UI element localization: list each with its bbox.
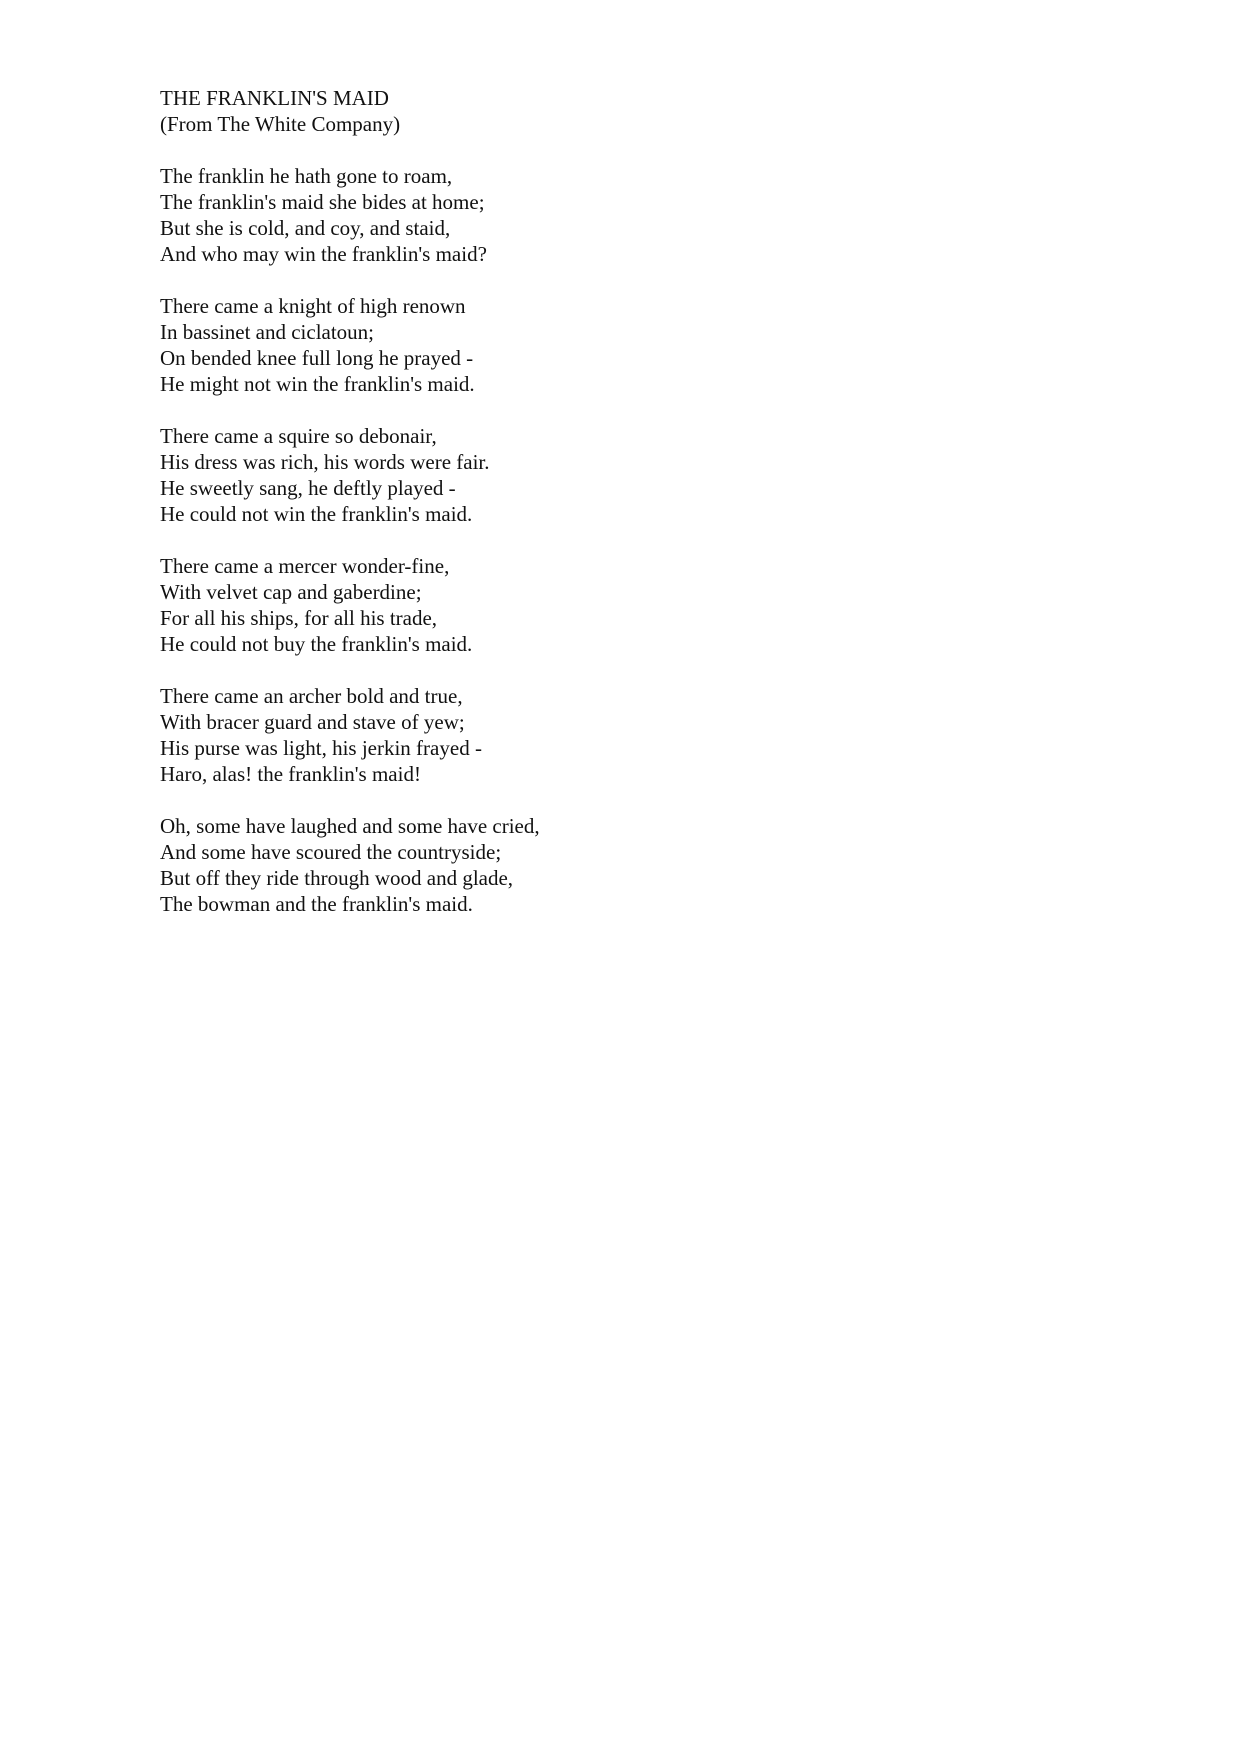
verse-line: His dress was rich, his words were fair. <box>160 450 490 474</box>
stanza-5 <box>160 683 1060 787</box>
verse-line: He could not buy the franklin's maid. <box>160 632 473 656</box>
verse-line: And some have scoured the countryside; <box>160 840 502 864</box>
verse-line: On bended knee full long he prayed - <box>160 346 474 370</box>
verse-line: With bracer guard and stave of yew; <box>160 710 465 734</box>
stanza-3 <box>160 423 1060 527</box>
verse-line: He sweetly sang, he deftly played - <box>160 476 456 500</box>
verse-line: The franklin he hath gone to roam, <box>160 164 453 188</box>
verse-line: The franklin's maid she bides at home; <box>160 190 485 214</box>
verse-line: But she is cold, and coy, and staid, <box>160 216 451 240</box>
poem <box>160 85 1060 943</box>
verse-line: With velvet cap and gaberdine; <box>160 580 422 604</box>
verse-line: There came a squire so debonair, <box>160 424 437 448</box>
stanza-2 <box>160 293 1060 397</box>
verse-line: There came a knight of high renown <box>160 294 466 318</box>
stanza-6 <box>160 813 1060 917</box>
verse-line: He could not win the franklin's maid. <box>160 502 473 526</box>
verse-line: But off they ride through wood and glade, <box>160 866 514 890</box>
poem-header <box>160 85 1060 137</box>
stanza-4 <box>160 553 1060 657</box>
verse-line: The bowman and the franklin's maid. <box>160 892 473 916</box>
verse-line: There came an archer bold and true, <box>160 684 463 708</box>
verse-line: Oh, some have laughed and some have cried, <box>160 814 540 838</box>
stanza-1 <box>160 163 1060 267</box>
verse-line: And who may win the franklin's maid? <box>160 242 487 266</box>
verse-line: There came a mercer wonder-fine, <box>160 554 450 578</box>
verse-line: Haro, alas! the franklin's maid! <box>160 762 421 786</box>
poem-source: (From The White Company) <box>160 112 401 136</box>
poem-title: THE FRANKLIN'S MAID <box>160 86 389 110</box>
verse-line: In bassinet and ciclatoun; <box>160 320 375 344</box>
verse-line: His purse was light, his jerkin frayed - <box>160 736 482 760</box>
verse-line: For all his ships, for all his trade, <box>160 606 438 630</box>
verse-line: He might not win the franklin's maid. <box>160 372 475 396</box>
